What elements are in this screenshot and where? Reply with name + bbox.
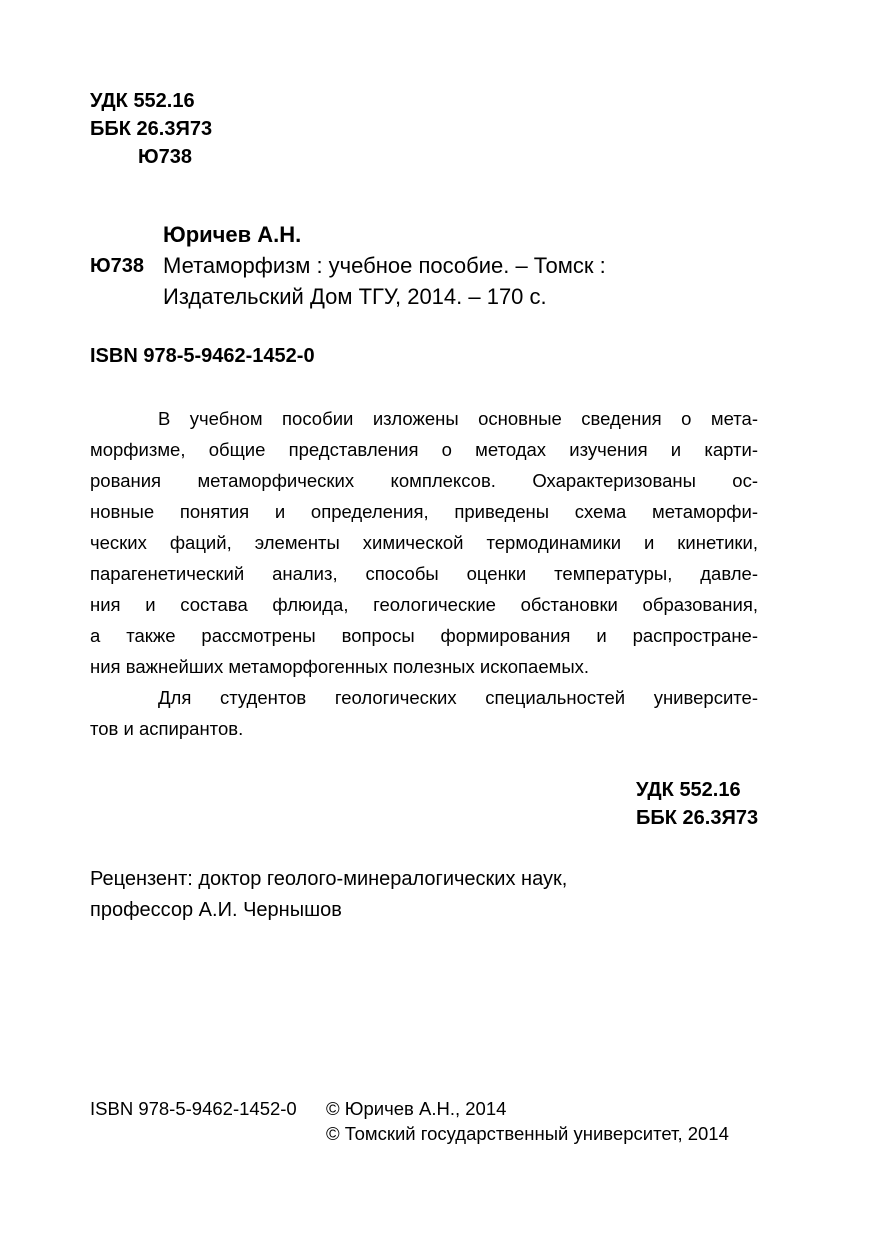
bib-publisher-line: Издательский Дом ТГУ, 2014. – 170 с. [163, 284, 547, 309]
copyright-university: © Томский государственный университет, 2014 [326, 1123, 729, 1144]
bbk-code: ББК 26.3Я73 [90, 118, 213, 140]
abstract-line: новные понятия и определения, приведены схема метаморфи- [90, 501, 758, 522]
abstract-line: а также рассмотрены вопросы формирования и распростране- [90, 625, 758, 646]
abstract-line: рования метаморфических комплексов. Охарактеризованы ос- [90, 470, 758, 491]
isbn: ISBN 978-5-9462-1452-0 [90, 345, 315, 367]
abstract-line: В учебном пособии изложены основные сведения о мета- [158, 408, 758, 429]
udk-code: УДК 552.16 [90, 90, 195, 112]
bib-author: Юричев А.Н. [163, 222, 302, 247]
abstract-line: морфизме, общие представления о методах изучения и карти- [90, 439, 758, 460]
abstract-line: ния и состава флюида, геологические обстановки образования, [90, 594, 758, 615]
reviewer-line-2: профессор А.И. Чернышов [90, 899, 342, 921]
abstract-line: ческих фаций, элементы химической термодинамики и кинетики, [90, 532, 758, 553]
reviewer-line-1: Рецензент: доктор геолого-минералогических наук, [90, 868, 568, 890]
abstract-line: тов и аспирантов. [90, 718, 244, 739]
bib-mark: Ю738 [90, 255, 144, 277]
abstract-line: Для студентов геологических специальностей университе- [158, 687, 758, 708]
abstract [90, 403, 758, 744]
bib-title-line: Метаморфизм : учебное пособие. – Томск : [163, 253, 606, 278]
abstract-line: парагенетический анализ, способы оценки температуры, давле- [90, 563, 758, 584]
abstract-line: ния важнейших метаморфогенных полезных ископаемых. [90, 656, 590, 677]
udk-code-right: УДК 552.16 [636, 779, 741, 801]
footer-isbn: ISBN 978-5-9462-1452-0 [90, 1098, 297, 1119]
author-mark: Ю738 [138, 146, 192, 168]
copyright-author: © Юричев А.Н., 2014 [326, 1098, 507, 1119]
bbk-code-right: ББК 26.3Я73 [636, 807, 759, 829]
